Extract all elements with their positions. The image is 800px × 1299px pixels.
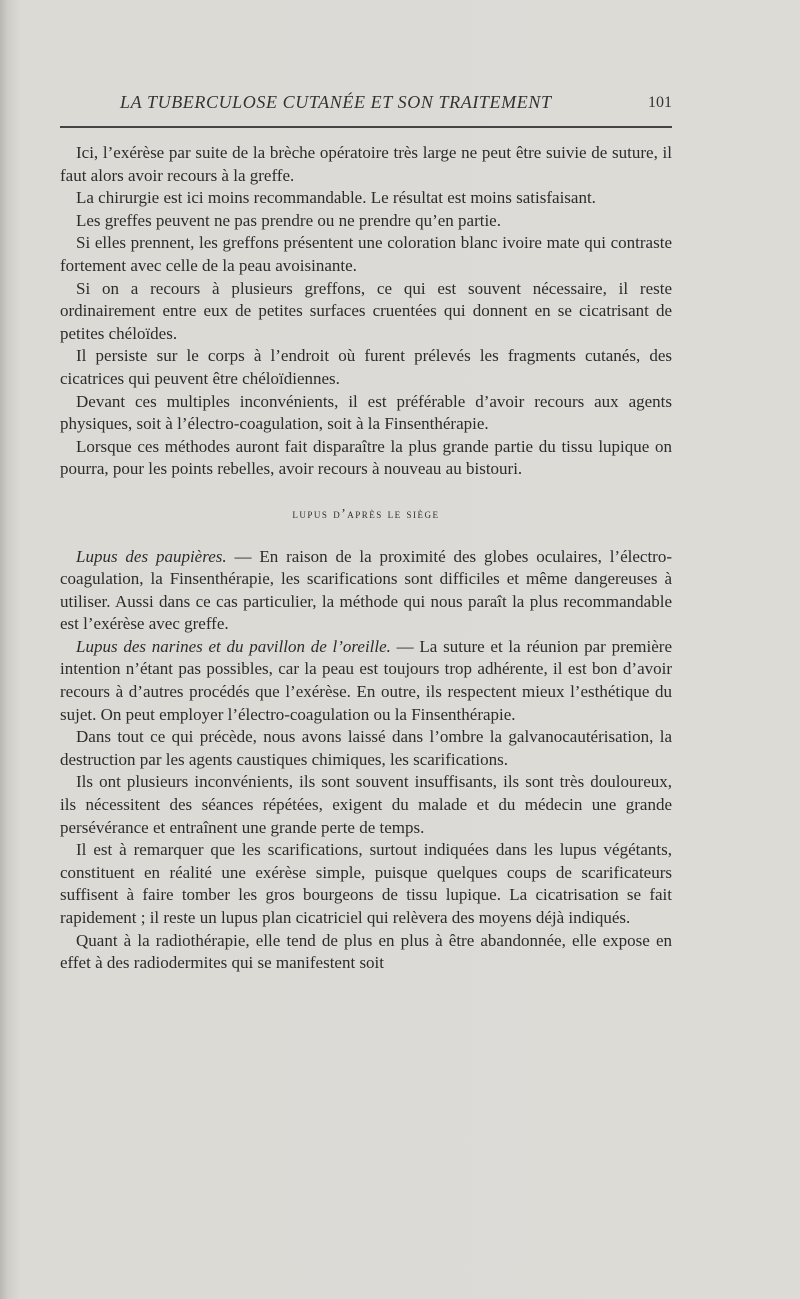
page-number: 101 bbox=[648, 94, 672, 111]
paragraph: Les greffes peuvent ne pas prendre ou ne prendre qu’en partie. bbox=[76, 210, 501, 230]
page-header bbox=[60, 90, 672, 118]
paragraph: Devant ces multiples inconvénients, il est préférable d’avoir recours aux agents physiques, soit à l’électro-coagulation, soit à la Finsenthérapie. bbox=[60, 391, 672, 434]
paragraph-lupus-narines bbox=[60, 636, 672, 726]
body-text bbox=[60, 130, 672, 975]
paragraph-text: — La suture et la réunion par première intention n’étant pas possibles, car la peau est toujours trop adhérente, il est bon d’avoir recours à d’autres procédés que l’exérèse. En outre, ils respectent mieux l’esthétique du sujet. On peut employer l’électro-coagulation ou la Finsenthérapie. bbox=[60, 636, 673, 724]
paragraph: Si on a recours à plusieurs greffons, ce qui est souvent nécessaire, il reste ordinairement entre eux de petites surfaces cruentées qui donnent en se cicatrisant de petites chéloïdes. bbox=[60, 278, 672, 343]
paragraph: Ils ont plusieurs inconvénients, ils sont souvent insuffisants, ils sont très douloureux, ils nécessitent des séances répétées, exigent du malade et du médecin une grande persévérance et entraînent une grande perte de temps. bbox=[60, 772, 672, 837]
header-rule bbox=[60, 126, 672, 128]
running-title: LA TUBERCULOSE CUTANÉE ET SON TRAITEMENT bbox=[120, 92, 552, 112]
paragraph-lead: Lupus des paupières. bbox=[76, 546, 227, 566]
section-heading: lupus d’après le siège bbox=[292, 505, 440, 521]
paragraph-lupus-paupieres bbox=[60, 546, 672, 636]
paragraph: Si elles prennent, les greffons présentent une coloration blanc ivoire mate qui contraste fortement avec celle de la peau avoisinante. bbox=[60, 233, 672, 275]
paragraph: Il est à remarquer que les scarifications, surtout indiquées dans les lupus végétants, constituent en réalité une exérèse simple, puisque quelques coups de scarificateurs suffisent à faire tomber les gros bourgeons de tissu lupique. La cicatrisation se fait rapidement ; il reste un lupus plan cicatriciel qui relèvera des moyens déjà indiqués. bbox=[60, 840, 672, 927]
paragraph: Dans tout ce qui précède, nous avons laissé dans l’ombre la galvanocautérisation, la destruction par les agents caustiques chimiques, les scarifications. bbox=[60, 727, 672, 769]
paragraph: Lorsque ces méthodes auront fait disparaître la plus grande partie du tissu lupique on pourra, pour les points rebelles, avoir recours à nouveau au bistouri. bbox=[60, 436, 672, 479]
paragraph-text: — En raison de la proximité des globes oculaires, l’électro-coagulation, la Finsenthérapie, les scarifications sont difficiles et même dangereuses à utiliser. Aussi dans ce cas particulier, la méthode qui nous paraît la plus recommandable est l’exérèse avec greffe. bbox=[60, 546, 672, 634]
paragraph: Ici, l’exérèse par suite de la brèche opératoire très large ne peut être suivie de suture, il faut alors avoir recours à la greffe. bbox=[60, 143, 672, 185]
paragraph: La chirurgie est ici moins recommandable. Le résultat est moins satisfaisant. bbox=[76, 188, 596, 208]
paragraph-lead: Lupus des narines et du pavillon de l’oreille. bbox=[76, 636, 391, 656]
paragraph: Il persiste sur le corps à l’endroit où furent prélevés les fragments cutanés, des cicatrices qui peuvent être chéloïdiennes. bbox=[60, 346, 672, 388]
paragraph: Quant à la radiothérapie, elle tend de plus en plus à être abandonnée, elle expose en effet à des radiodermites qui se manifestent soit bbox=[60, 930, 672, 973]
